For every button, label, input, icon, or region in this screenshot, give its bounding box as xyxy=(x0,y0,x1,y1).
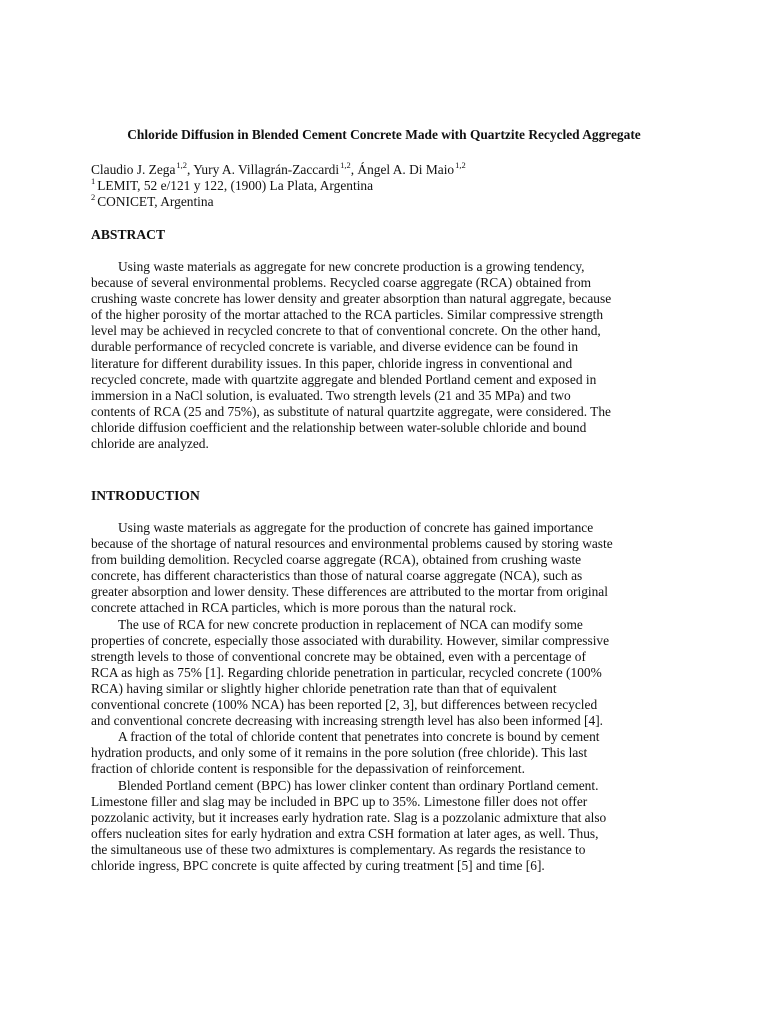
author-name: Yury A. Villagrán-Zaccardi xyxy=(193,162,340,177)
paper-title: Chloride Diffusion in Blended Cement Concrete Made with Quartzite Recycled Aggregate xyxy=(127,127,641,142)
text-line: Using waste materials as aggregate for the production of concrete has gained importance xyxy=(118,520,594,535)
text-line: offers nucleation sites for early hydration and extra CSH formation at later ages, as well. Thus, xyxy=(91,825,599,841)
text-line: because of several environmental problems. Recycled coarse aggregate (RCA) obtained from xyxy=(91,275,592,291)
text-line: crushing waste concrete has lower density and greater absorption than natural aggregate, because xyxy=(91,291,612,307)
text-line: Using waste materials as aggregate for new concrete production is a growing tendency, xyxy=(118,259,585,274)
text-line: Limestone filler and slag may be included in BPC up to 35%. Limestone filler does not offer xyxy=(91,793,588,809)
text-line: RCA) having similar or slightly higher chloride penetration rate than that of equivalent xyxy=(91,680,557,696)
author-separator: , xyxy=(350,162,358,177)
text-line: from building demolition. Recycled coarse aggregate (RCA), obtained from crushing waste xyxy=(91,552,582,568)
text-line: strength levels to those of conventional concrete may be obtained, even with a percentage of xyxy=(91,648,586,664)
text-line: of the higher porosity of the mortar attached to the RCA particles. Similar compressive strength xyxy=(91,307,604,323)
text-line: fraction of chloride content is responsible for the depassivation of reinforcement. xyxy=(91,761,525,777)
text-line: concrete attached in RCA particles, which is more porous than the natural rock. xyxy=(91,600,517,616)
affiliation-1 xyxy=(91,178,373,195)
author-name: Ángel A. Di Maio xyxy=(357,162,455,177)
author-1 xyxy=(91,162,193,177)
text-line: the simultaneous use of these two admixtures is complementary. As regards the resistance to xyxy=(91,841,586,857)
author-affiliation-marker: 1,2 xyxy=(455,160,466,170)
text-line: chloride diffusion coefficient and the relationship between water-soluble chloride and bound xyxy=(91,419,587,435)
introduction-body xyxy=(91,520,681,874)
author-separator: , xyxy=(187,162,194,177)
author-2 xyxy=(193,162,357,177)
text-line: chloride are analyzed. xyxy=(91,436,209,452)
affiliation-text: CONICET, Argentina xyxy=(97,194,214,209)
text-line: properties of concrete, especially those associated with durability. However, similar compressive xyxy=(91,632,610,648)
author-list xyxy=(91,162,466,179)
text-line: hydration products, and only some of it remains in the pore solution (free chloride). This last xyxy=(91,745,588,761)
author-affiliation-marker: 1,2 xyxy=(176,160,188,170)
text-line: greater absorption and lower density. These differences are attributed to the mortar from original xyxy=(91,584,608,600)
text-line: and conventional concrete decreasing with increasing strength level has also been informed [4]. xyxy=(91,713,604,729)
text-line: conventional concrete (100% NCA) has been reported [2, 3], but differences between recycled xyxy=(91,697,598,713)
abstract-body xyxy=(91,259,681,452)
affiliation-marker: 2 xyxy=(91,192,96,202)
text-line: Blended Portland cement (BPC) has lower clinker content than ordinary Portland cement. xyxy=(118,777,599,793)
text-line: RCA as high as 75% [1]. Regarding chloride penetration in particular, recycled concrete (100% xyxy=(91,664,602,680)
affiliation-text: LEMIT, 52 e/121 y 122, (1900) La Plata, Argentina xyxy=(97,178,374,193)
text-line: A fraction of the total of chloride content that penetrates into concrete is bound by cement xyxy=(118,729,600,745)
author-3 xyxy=(357,162,465,177)
abstract-heading: ABSTRACT xyxy=(91,227,166,242)
introduction-heading: INTRODUCTION xyxy=(91,488,200,503)
text-line: recycled concrete, made with quartzite aggregate and blended Portland cement and exposed in xyxy=(91,371,597,387)
text-line: literature for different durability issues. In this paper, chloride ingress in conventional and xyxy=(91,355,573,371)
text-line: immersion in a NaCl solution, is evaluated. Two strength levels (21 and 35 MPa) and two xyxy=(91,387,571,403)
author-affiliation-marker: 1,2 xyxy=(340,160,351,170)
affiliation-marker: 1 xyxy=(91,176,96,186)
text-line: The use of RCA for new concrete production in replacement of NCA can modify some xyxy=(118,616,583,632)
text-line: contents of RCA (25 and 75%), as substitute of natural quartzite aggregate, were considered. The xyxy=(91,403,611,419)
text-line: chloride ingress, BPC concrete is quite affected by curing treatment [5] and time [6]. xyxy=(91,857,545,873)
text-line: durable performance of recycled concrete is variable, and diverse evidence can be found in xyxy=(91,339,579,355)
text-line: pozzolanic activity, but it increases early hydration rate. Slag is a pozzolanic admixture that also xyxy=(91,809,607,825)
author-name: Claudio J. Zega xyxy=(91,162,176,177)
text-line: concrete, has different characteristics than those of natural coarse aggregate (NCA), such as xyxy=(91,568,583,584)
affiliation-2 xyxy=(91,194,214,211)
text-line: level may be achieved in recycled concrete to that of conventional concrete. On the other hand, xyxy=(91,323,601,339)
text-line: because of the shortage of natural resources and environmental problems caused by storing waste xyxy=(91,536,613,552)
